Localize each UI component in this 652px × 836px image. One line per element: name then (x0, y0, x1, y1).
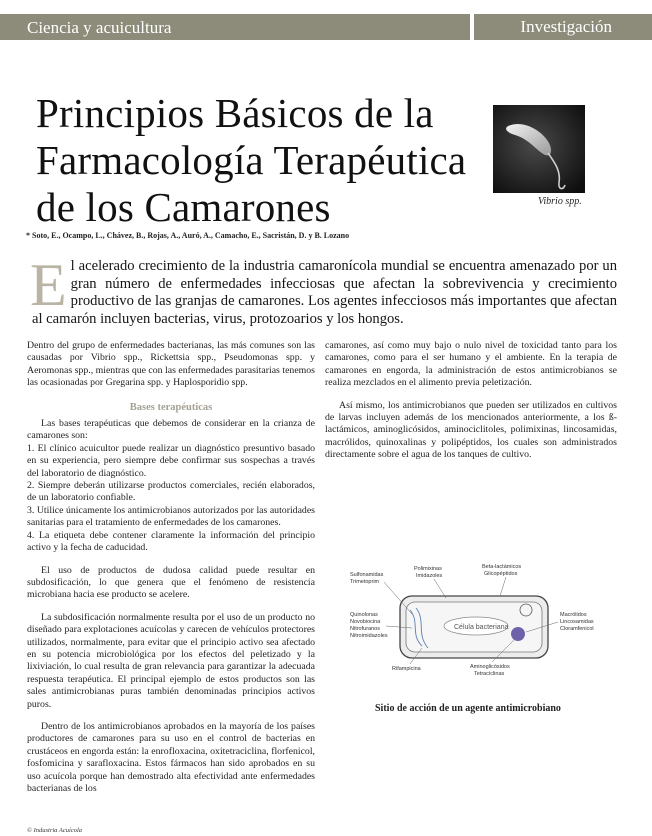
antimicrobial-site-diagram (350, 562, 612, 684)
label-betalactamicos: Beta-lactámicos (482, 564, 522, 570)
label-glicopeptidos: Glicopéptidos (484, 571, 518, 577)
right-column (325, 340, 617, 472)
figure-caption: Sitio de acción de un agente antimicrobiano (375, 703, 561, 714)
vibrio-photo (493, 105, 585, 193)
drop-cap: E (30, 252, 67, 318)
label-imidazoles: Imidazoles (416, 573, 443, 579)
label-nitroimidazoles: Nitroimidazoles (350, 633, 388, 639)
intro-paragraph: Dentro del grupo de enfermedades bacterianas, las más comunes son las causadas por Vibrio spp., Rickettsia spp., Pseudomonas spp. y Aeromonas spp., mientras que con las enfermedades parasitarias tenemos las ocasionadas por Gregarina spp. y Haplosporidio spp. (27, 340, 315, 389)
section-label: Ciencia y acuicultura (27, 18, 172, 37)
section-heading: Bases terapéuticas (129, 401, 213, 413)
body-paragraph: Así mismo, los antimicrobianos que pueden ser utilizados en cultivos de larvas incluyen además de los mencionados anteriormente, a los ß-lactámicos, aminoglicósidos, aminociclitoles, polimixinas, lincosamidas, macrólidos, quinoxalinas y polipéptidos, los cuales son administrados directamente sobre el agua de los tanques de cultivo. (325, 399, 617, 461)
label-aminoglicosidos: Aminoglicósidos (470, 664, 510, 670)
pointer-line (434, 579, 446, 598)
label-lincosamidas: Lincosamidas (560, 619, 594, 625)
category-label: Investigación (520, 17, 612, 36)
page-footer: © Industria Acuícola (27, 827, 83, 834)
body-paragraph: Dentro de los antimicrobianos aprobados en la mayoría de los países productores de camarones para su uso en el control de bacterias en crustáceos en engorda están: la enrofloxacina, oxitetraciclina, florfenicol, fosfomicina y sarafloxacina. Estos fármacos han sido aprobados en su uso acuícola porque han demostrado alta efectividad ante enfermedades bacterianas de los (27, 720, 315, 794)
section-banner (0, 14, 470, 40)
list-item: 3. Utilice únicamente los antimicrobianos autorizados por las autoridades sanitarias para el tratamiento de enfermedades de los camarones. (27, 504, 315, 529)
label-trimetoprim: Trimetoprim (350, 579, 380, 585)
label-tetraciclinas: Tetraciclinas (474, 671, 505, 677)
cell-label: Célula bacteriana (454, 624, 509, 631)
body-paragraph: El uso de productos de dudosa calidad puede resultar en subdosificación, lo que genera que el fenómeno de resistencia microbiana hacia ese producto se acelere. (27, 564, 315, 601)
body-paragraph: La subdosificación normalmente resulta por el uso de un producto no diseñado para explotaciones acuícolas y carecen de vehículos protectores utilizados, normalmente, para evitar que el principio activo sea afectado en su potencia microbiológica por los efectos del peletizado y la lixiviación, lo cual resulta de gran relevancia para garantizar la adecuada respuesta terapéutica. El principal ejemplo de estos productos son las sales antimicrobianas puras también denominadas principios activos puros. (27, 611, 315, 710)
list-item: 1. El clínico acuicultor puede realizar un diagnóstico presuntivo basado en su experiencia, pero siempre debe confirmar sus sospechas a través del laboratorio de diagnóstico. (27, 442, 315, 479)
label-macrolidos: Macrólidos (560, 612, 587, 618)
label-nitrofuranos: Nitrofuranos (350, 626, 380, 632)
ribosome-icon (511, 627, 525, 641)
lead-text: l acelerado crecimiento de la industria camaronícola mundial se encuentra amenazado por un gran número de enfermedades infecciosas que afectan la sobrevivencia y crecimiento productivo de las granjas de camarones. Los agentes infecciosos más importantes que afectan al camarón incluyen bacterias, virus, protozoarios y los hongos. (32, 258, 617, 327)
article-title: Principios Básicos de la Farmacología Terapéutica de los Camarones (36, 90, 467, 230)
left-column (27, 340, 315, 805)
list-item: 4. La etiqueta debe contener claramente la información del principio activo y la fecha de caducidad. (27, 529, 315, 554)
page-header (0, 0, 652, 40)
label-quinolonas: Quinolonas (350, 612, 378, 618)
label-rifampicina: Rifampicina (392, 666, 421, 672)
label-polimixinas: Polimixinas (414, 566, 442, 572)
photo-caption: Vibrio spp. (538, 196, 582, 207)
label-cloramfenicol: Cloramfenicol (560, 626, 594, 632)
body-paragraph: camarones, así como muy bajo o nulo nivel de toxicidad tanto para los camarones, como para el ser humano y el ambiente. En la terapia de camarones en engorda, la administración de estos antimicrobianos se realiza mezclados en el alimento previa peletización. (325, 340, 617, 389)
pointer-line (500, 577, 506, 596)
lead-paragraph (30, 252, 617, 328)
category-banner (474, 14, 652, 40)
article-authors: * Soto, E., Ocampo, L., Chávez, B., Rojas, A., Auró, A., Camacho, E., Sacristán, D. y B. Lozano (26, 231, 350, 240)
label-sulfonamidas: Sulfonamidas (350, 572, 384, 578)
bases-intro: Las bases terapéuticas que debemos de considerar en la crianza de camarones son: (27, 418, 315, 442)
bacterium-illustration (493, 105, 585, 193)
label-novobiocina: Novobiocina (350, 619, 381, 625)
list-item: 2. Siempre deberán utilizarse productos comerciales, recién elaborados, de un laboratorio confiable. (27, 480, 315, 504)
